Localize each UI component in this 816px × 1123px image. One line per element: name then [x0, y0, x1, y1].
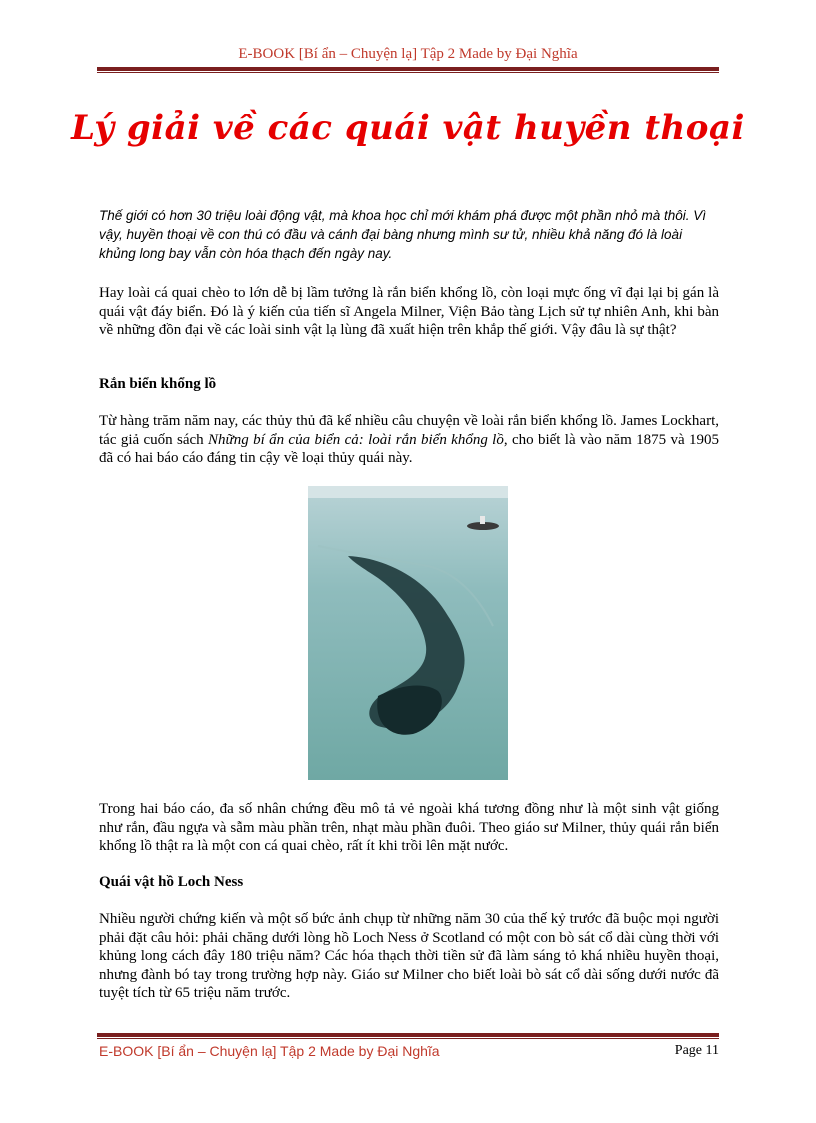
paragraph-4: Nhiều người chứng kiến và một số bức ảnh chụp từ những năm 30 của thế kỷ trước đã buộc mọi người phải đặt câu hỏi: phải chăng dưới lòng hồ Loch Ness ở Scotland có một con bò sát cổ dài cùng thời với khủng long cách đây 180 triệu năm? Các hóa thạch thời tiền sử đã làm sáng tỏ khá nhiều huyền thoại, nhưng đành bó tay trong trường hợp này. Giáo sư Milner cho biết loài bò sát cổ dài sống dưới nước đã tuyệt tích từ 65 triệu năm trước. — [99, 911, 719, 1001]
section-heading-loch-ness: Quái vật hồ Loch Ness — [99, 874, 244, 890]
paragraph-2-before: Từ hàng trăm năm nay, các thủy thủ đã kể nhiều câu chuyện về loài rắn biển khổng lồ. James Lockhart, tác giả cuốn sách — [99, 413, 719, 448]
header-rule — [97, 67, 719, 71]
paragraph-2 — [99, 412, 719, 468]
section-heading-sea-serpent: Rắn biển khổng lồ — [99, 376, 217, 392]
paragraph-1: Hay loài cá quai chèo to lớn dễ bị lầm tưởng là rắn biển khổng lồ, còn loại mực ống vĩ đại lại bị gán là quái vật đáy biển. Đó là ý kiến của tiến sĩ Angela Milner, Viện Bảo tàng Lịch sử tự nhiên Anh, khi bàn về những đồn đại về các loài sinh vật lạ lùng đã xuất hiện trên khắp thế giới. Vậy đâu là sự thật? — [99, 285, 719, 338]
footer-text: E-BOOK [Bí ẩn – Chuyện lạ] Tập 2 Made by Đại Nghĩa — [99, 1043, 440, 1059]
paragraph-2-after: , cho biết là vào năm 1875 và 1905 đã có hai báo cáo đáng tin cậy về loại thủy quái này. — [99, 431, 720, 466]
sea-serpent-photo — [308, 486, 508, 780]
document-title: Lý giải về các quái vật huyền thoại — [71, 108, 745, 148]
sea-serpent-image — [308, 486, 508, 780]
paragraph-3: Trong hai báo cáo, đa số nhân chứng đều mô tả vẻ ngoài khá tương đồng như là một sinh vật giống như rắn, đầu ngựa và sẫm màu phần trên, nhạt màu phần đuôi. Theo giáo sư Milner, thủy quái rắn biển khổng lồ thật ra là một con cá quai chèo, rất ít khi trồi lên mặt nước. — [99, 801, 719, 854]
page-number: Page 11 — [674, 1043, 719, 1058]
page-header: E-BOOK [Bí ẩn – Chuyện lạ] Tập 2 Made by Đại Nghĩa — [238, 46, 578, 62]
footer-rule-thin — [97, 1038, 719, 1039]
header-rule-thin — [97, 72, 719, 73]
intro-paragraph: Thế giới có hơn 30 triệu loài động vật, mà khoa học chỉ mới khám phá được một phần nhỏ mà thôi. Vì vậy, huyền thoại về con thú có đầu và cánh đại bàng nhưng mình sư tử, nhiều khả năng đó là loài khủng long bay vẫn còn hóa thạch đến ngày nay. — [99, 208, 707, 261]
book-title: Những bí ẩn của biển cả: loài rắn biển khổng lồ — [208, 431, 504, 448]
footer-rule — [97, 1033, 719, 1037]
